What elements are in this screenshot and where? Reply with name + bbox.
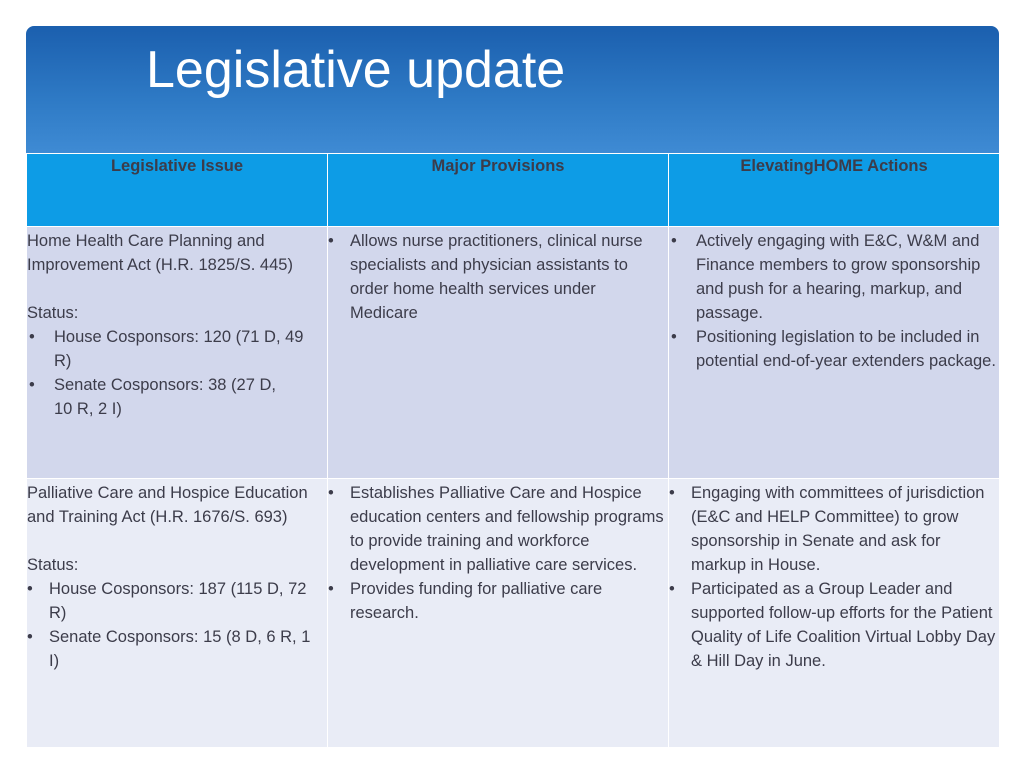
status-item: • Senate Cosponsors: 38 (27 D, 10 R, 2 I) <box>27 373 323 421</box>
provision-item: • Allows nurse practitioners, clinical nurse specialists and physician assistants to order home health services under Medicare <box>328 229 644 325</box>
provision-item: • Establishes Palliative Care and Hospice education centers and fellowship programs to provide training and workforce development in palliative care services. <box>328 481 664 577</box>
action-item: • Participated as a Group Leader and supported follow-up efforts for the Patient Quality of Life Coalition Virtual Lobby Day & Hill Day in June. <box>669 577 997 673</box>
legislative-table <box>26 153 1000 748</box>
status-item: • Senate Cosponsors: 15 (8 D, 6 R, 1 I) <box>27 625 323 673</box>
status-label: Status: <box>27 556 79 574</box>
actions-cell <box>669 479 1000 748</box>
issue-name: Palliative Care and Hospice Education and Training Act (H.R. 1676/S. 693) <box>27 484 308 526</box>
slide-title: Legislative update <box>146 41 566 99</box>
provisions-cell <box>328 227 669 479</box>
status-item: • House Cosponsors: 187 (115 D, 72 R) <box>27 577 323 625</box>
issue-cell <box>27 227 328 479</box>
action-item: • Actively engaging with E&C, W&M and Finance members to grow sponsorship and push for a hearing, markup, and passage. <box>669 229 997 325</box>
issue-cell <box>27 479 328 748</box>
table-row <box>27 479 1000 748</box>
status-label: Status: <box>27 304 79 322</box>
header-legislative-issue: Legislative Issue <box>27 154 328 227</box>
table-header-row <box>27 154 1000 227</box>
action-item: • Positioning legislation to be included in potential end-of-year extenders package. <box>669 325 997 373</box>
action-item: • Engaging with committees of jurisdiction (E&C and HELP Committee) to grow sponsorship in Senate and ask for markup in House. <box>669 481 997 577</box>
actions-cell <box>669 227 1000 479</box>
provision-item: • Provides funding for palliative care research. <box>328 577 664 625</box>
table-row <box>27 227 1000 479</box>
header-major-provisions: Major Provisions <box>328 154 669 227</box>
status-item: • House Cosponsors: 120 (71 D, 49 R) <box>27 325 323 373</box>
header-elevatinghome-actions: ElevatingHOME Actions <box>669 154 1000 227</box>
provisions-cell <box>328 479 669 748</box>
issue-name: Home Health Care Planning and Improvement Act (H.R. 1825/S. 445) <box>27 232 293 274</box>
